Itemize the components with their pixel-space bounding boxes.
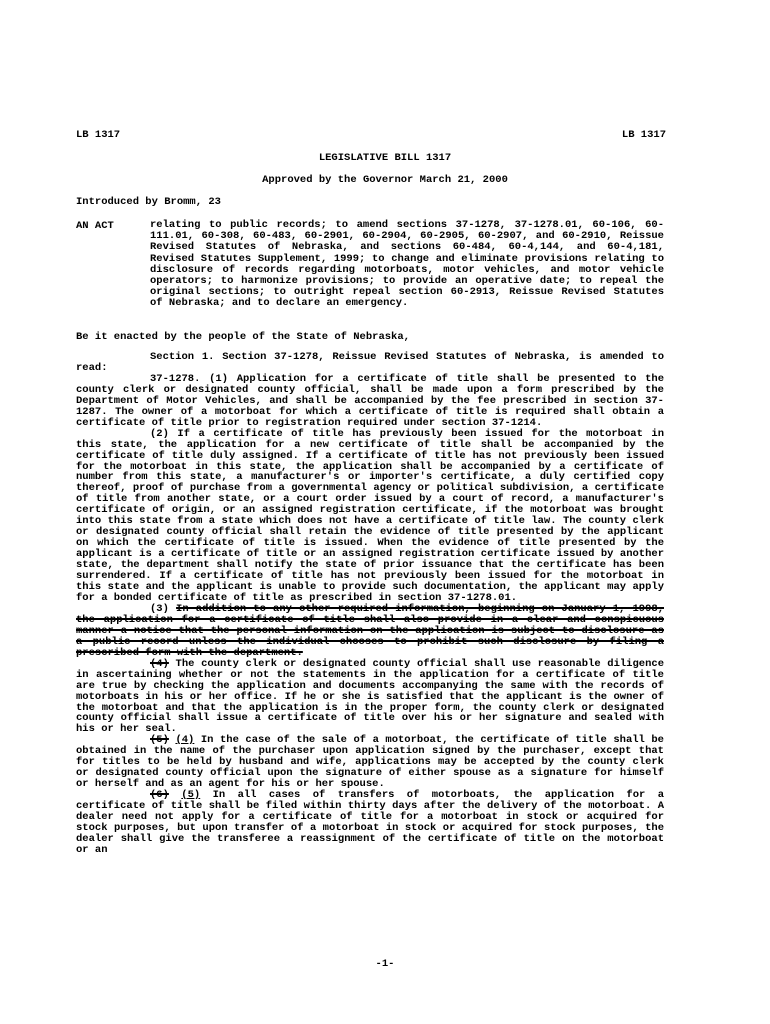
section-body — [76, 352, 664, 856]
act-title-block — [76, 220, 664, 310]
act-description: relating to public records; to amend sections 37-1278, 37-1278.01, 60-106, 60-111.01, 60-308, 60-483, 60-2901, 60-2904, 60-2905, 60-2907, and 60-2910, Reissue Revised Statutes of Nebraska, and sections 60-484, 60-4,144, and 60-4,181, Revised Statutes Supplement, 1999; to change and eliminate provisions relating to disclosure of records regarding motorboats, motor vehicles, and motor vehicle operators; to harmonize provisions; to provide an operative date; to repeal the original sections; to outright repeal section 60-2913, Reissue Revised Statutes of Nebraska; and to declare an emergency. — [150, 219, 664, 310]
paragraph-4 — [76, 659, 664, 736]
struck-text: In addition to any other required information, beginning on January 1, 1998, the application for a certificate of title shall also provide in a clear and conspicuous manner a notice that the personal information on the application is subject to disclosure as a public record unless the individual chooses to prohibit such disclosure by filing a prescribed form with the department. — [76, 602, 664, 659]
struck-number: (4) — [150, 657, 169, 670]
approval-line: Approved by the Governor March 21, 2000 — [262, 174, 508, 186]
act-lead: AN ACT — [76, 220, 114, 232]
paragraph-text: In all cases of transfers of motorboats, the application for a certificate of title shall be filed within thirty days after the delivery of the motorboat. A dealer need not apply for a certificate of title for a motorboat in stock or acquired for stock purposes, but upon transfer of a motorboat in stock or acquired for stock purposes, the dealer shall give the transferee a reassignment of the certificate of title on the motorboat or an — [76, 789, 664, 856]
paragraph-5 — [76, 735, 664, 790]
paragraph-6 — [76, 790, 664, 856]
paragraph-text: In the case of the sale of a motorboat, the certificate of title shall be obtained in the name of the purchaser upon application signed by the purchaser, except that for titles to be held by husband and wife, applications may be accepted by the county clerk or designated county official upon the signature of either spouse as a signature for himself or herself and as an agent for his or her spouse. — [76, 734, 664, 791]
paragraph-text: The county clerk or designated county official shall use reasonable diligence in ascertaining whether or not the statements in the application for a certificate of title are true by checking the application and documents accompanying the same with the records of motorboats in his or her office. If he or she is satisfied that the applicant is the owner of the motorboat and that the application is in the proper form, the county clerk or designated county official shall issue a certificate of title over his or her signature and sealed with his or her seal. — [76, 657, 664, 736]
page-number: -1- — [375, 958, 395, 970]
paragraph-3 — [76, 604, 664, 659]
inserted-number: (5) — [181, 789, 201, 802]
bill-number-right: LB 1317 — [621, 129, 666, 141]
inserted-number: (4) — [175, 734, 195, 747]
paragraph-2: (2) If a certificate of title has previously been issued for the motorboat in this state, the application for a new certificate of title shall be accompanied by the certificate of title duly assigned. If a certificate of title has not previously been issued for the motorboat in this state, the application shall be accompanied by a certificate of number from this state, a manufacturer's or importer's certificate, a duly certified copy thereof, proof of purchase from a governmental agency or political subdivision, a certificate of title from another state, or a court order issued by a court of record, a manufacturer's certificate of origin, or an assigned registration certificate, if the motorboat was brought into this state from a state which does not have a certificate of title law. The county clerk or designated county official shall retain the evidence of title presented by the applicant on which the certificate of title is issued. When the evidence of title presented by the applicant is a certificate of title or an assigned registration certificate issued by another state, the department shall notify the state of prior issuance that the certificate has been surrendered. If a certificate of title has not previously been issued for the motorboat in this state and the applicant is unable to provide such documentation, the applicant may apply for a bonded certificate of title as prescribed in section 37-1278.01. — [76, 427, 664, 604]
paragraph-1: 37-1278. (1) Application for a certificate of title shall be presented to the county clerk or designated county official, shall be made upon a form prescribed by the Department of Motor Vehicles, and shall be accompanied by the fee prescribed in section 37-1287. The owner of a motorboat for which a certificate of title is required shall obtain a certificate of title prior to registration required under section 37-1214. — [76, 372, 664, 429]
bill-title: LEGISLATIVE BILL 1317 — [318, 152, 452, 164]
enacting-clause: Be it enacted by the people of the State of Nebraska, — [76, 331, 410, 343]
struck-number: (5) — [150, 734, 169, 747]
section-1-intro: Section 1. Section 37-1278, Reissue Revised Statutes of Nebraska, is amended to read: — [76, 351, 664, 374]
bill-number-left: LB 1317 — [76, 129, 121, 141]
struck-number: (6) — [150, 789, 169, 802]
subsection-number: (3) — [150, 602, 169, 615]
introduced-by: Introduced by Bromm, 23 — [76, 196, 221, 208]
